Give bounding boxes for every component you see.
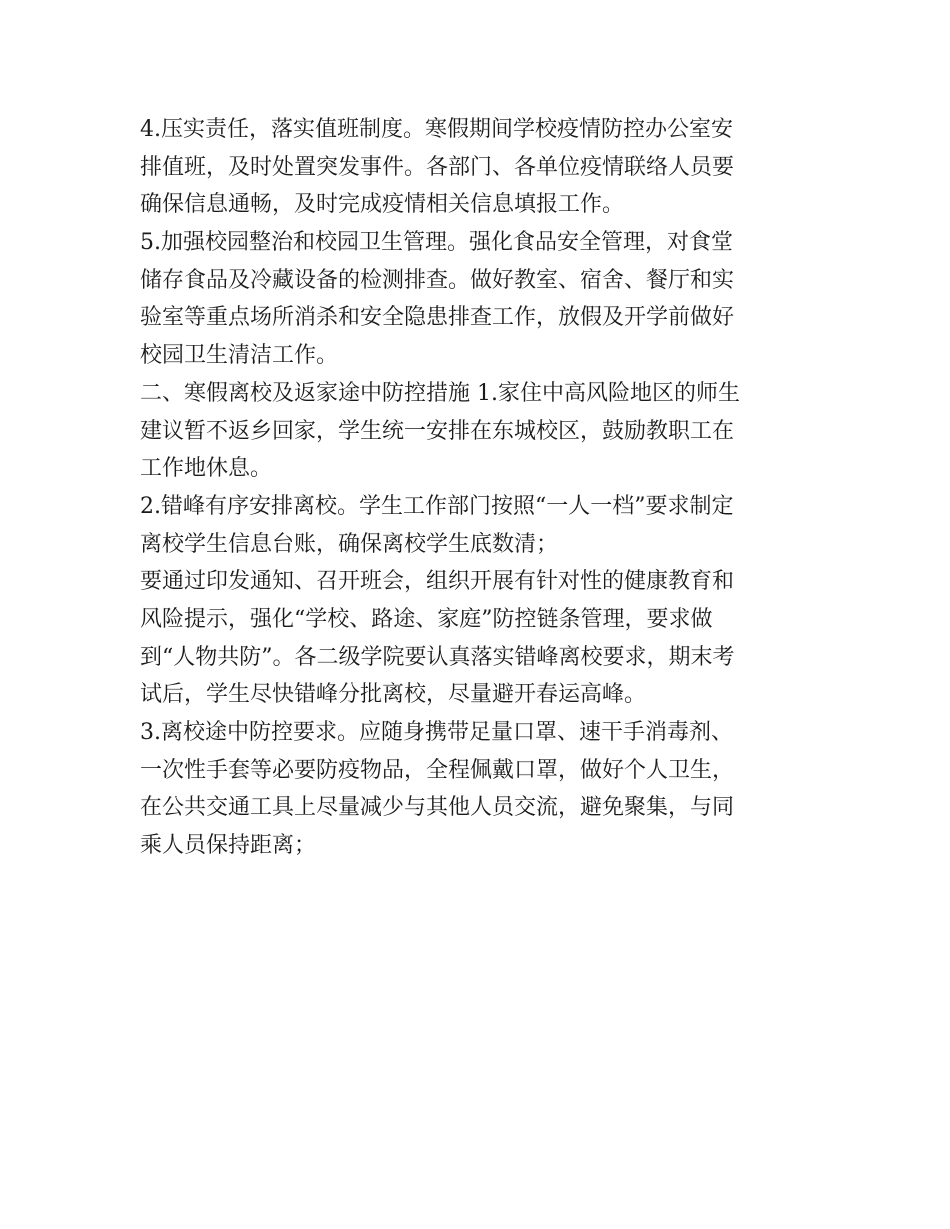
- text-line: 5.加强校园整治和校园卫生管理。强化食品安全管理，对食堂: [140, 230, 733, 256]
- text-line: 试后，学生尽快错峰分批离校，尽量避开春运高峰。: [140, 682, 647, 708]
- text-line: 验室等重点场所消杀和安全隐患排查工作，放假及开学前做好: [140, 305, 735, 331]
- text-line: 确保信息通畅，及时完成疫情相关信息填报工作。: [140, 192, 625, 218]
- text-line: 离校学生信息台账，确保离校学生底数清；: [140, 531, 559, 557]
- text-line: 二、寒假离校及返家途中防控措施 1.家住中高风险地区的师生: [140, 380, 740, 406]
- text-line: 建议暂不返乡回家，学生统一安排在东城校区，鼓励教职工在: [140, 418, 735, 444]
- text-line: 工作地休息。: [140, 456, 273, 482]
- text-line: 排值班，及时处置突发事件。各部门、各单位疫情联络人员要: [140, 154, 735, 180]
- text-line: 乘人员保持距离；: [140, 833, 317, 859]
- text-line: 要通过印发通知、召开班会，组织开展有针对性的健康教育和: [140, 569, 735, 595]
- text-line: 到“人物共防”。各二级学院要认真落实错峰离校要求，期末考: [140, 644, 735, 670]
- text-line: 在公共交通工具上尽量减少与其他人员交流，避免聚集，与同: [140, 795, 735, 821]
- text-line: 2.错峰有序安排离校。学生工作部门按照“一人一档”要求制定: [140, 493, 734, 519]
- document-body: [140, 111, 820, 865]
- text-line: 一次性手套等必要防疫物品，全程佩戴口罩，做好个人卫生，: [140, 757, 735, 783]
- text-line: 储存食品及冷藏设备的检测排查。做好教室、宿舍、餐厅和实: [140, 267, 735, 293]
- text-line: 风险提示，强化“学校、路途、家庭”防控链条管理，要求做: [140, 606, 713, 632]
- text-line: 3.离校途中防控要求。应随身携带足量口罩、速干手消毒剂、: [140, 720, 733, 745]
- text-line: 4.压实责任，落实值班制度。寒假期间学校疫情防控办公室安: [140, 117, 733, 142]
- text-line: 校园卫生清洁工作。: [140, 343, 339, 369]
